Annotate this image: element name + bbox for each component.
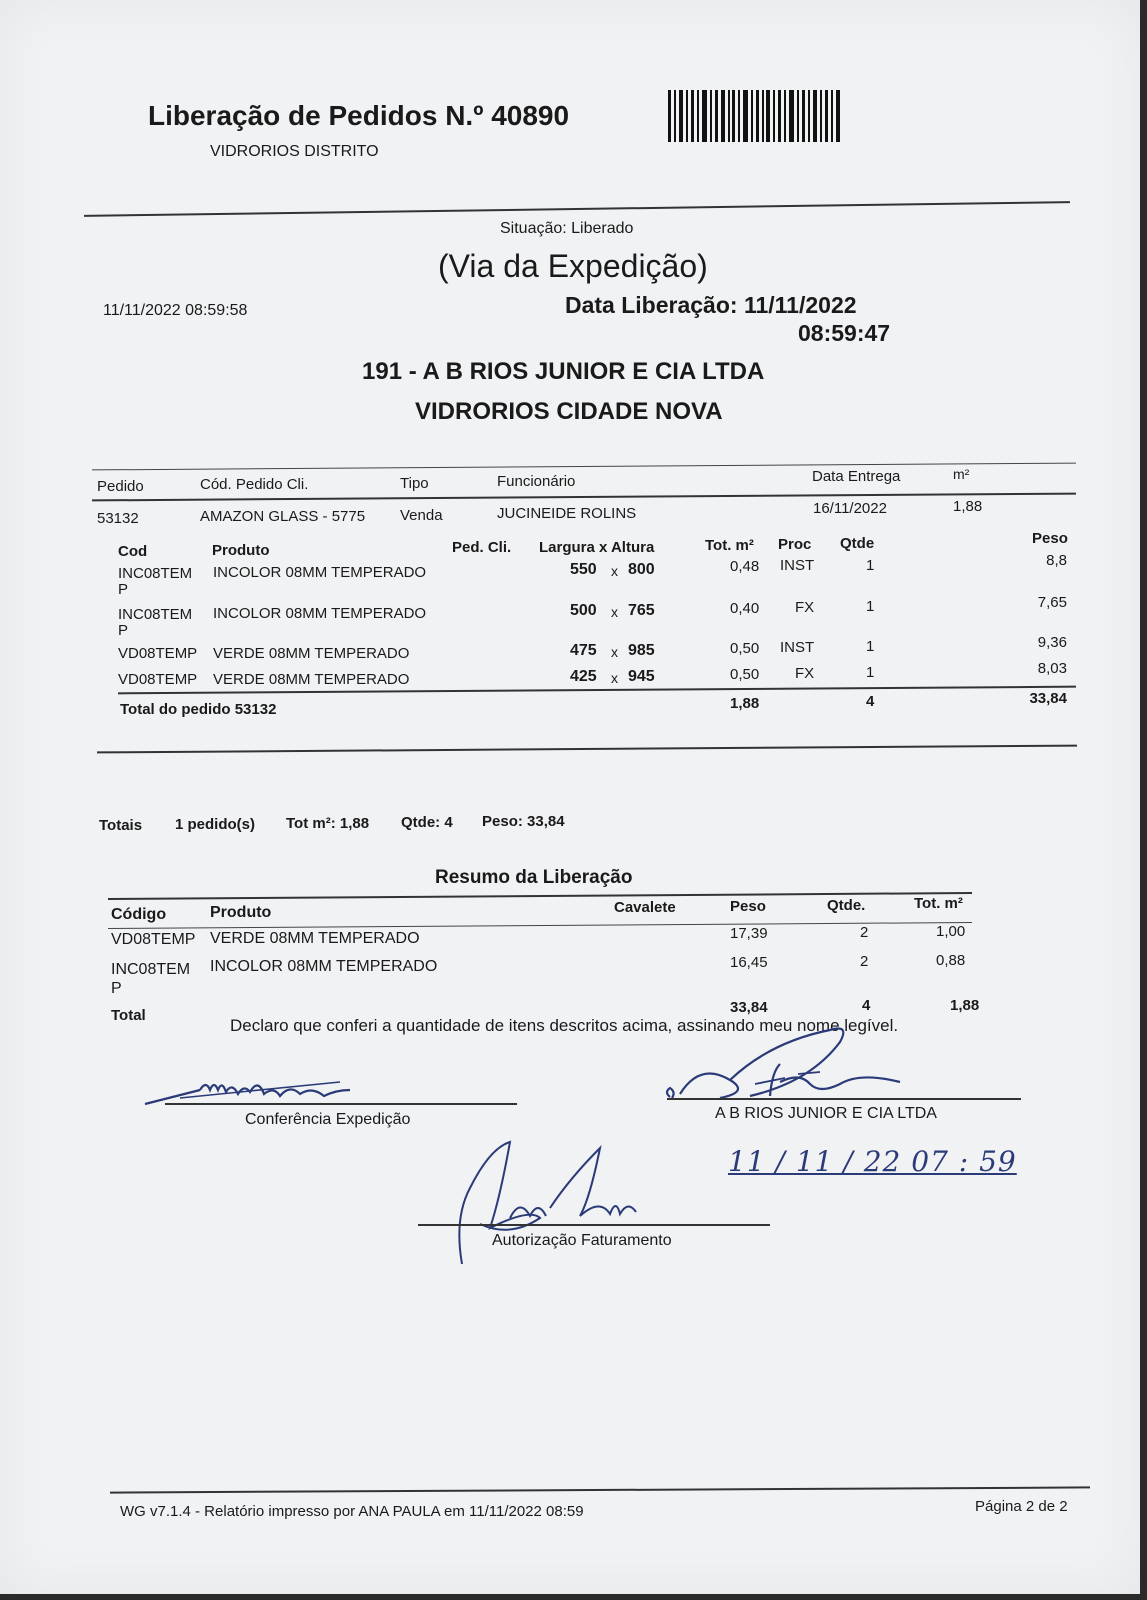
order-total-qtde: 4 bbox=[866, 693, 875, 710]
item-cod: VD08TEMP bbox=[118, 671, 198, 688]
order-cod: AMAZON GLASS - 5775 bbox=[200, 508, 366, 525]
item-produto: VERDE 08MM TEMPERADO bbox=[213, 645, 410, 662]
summary-total-peso: 33,84 bbox=[730, 999, 768, 1016]
summary-codigo: INC08TEM bbox=[111, 961, 191, 978]
client-branch: VIDRORIOS CIDADE NOVA bbox=[415, 398, 723, 425]
totals-label: Totais bbox=[99, 817, 143, 834]
order-m2: 1,88 bbox=[953, 498, 983, 515]
copy-type: (Via da Expedição) bbox=[438, 248, 708, 284]
company-subtitle: VIDRORIOS DISTRITO bbox=[210, 143, 379, 160]
order-tipo: Venda bbox=[400, 507, 443, 524]
dimension-separator: x bbox=[611, 670, 618, 686]
dimension-separator: x bbox=[611, 563, 618, 579]
item-tot-m2: 0,50 bbox=[730, 666, 760, 683]
item-produto: INCOLOR 08MM TEMPERADO bbox=[213, 564, 427, 581]
summary-peso: 16,45 bbox=[730, 954, 768, 971]
col-m2: m² bbox=[953, 466, 970, 482]
item-proc: INST bbox=[780, 557, 815, 574]
summary-header-rule bbox=[108, 922, 972, 929]
summary-total-m2: 1,88 bbox=[950, 997, 980, 1014]
item-largura: 550 bbox=[570, 561, 597, 578]
items-col-cod: Cod bbox=[118, 543, 148, 560]
item-altura: 800 bbox=[628, 561, 655, 578]
items-col-qtde: Qtde bbox=[840, 535, 875, 552]
page-number: Página 2 de 2 bbox=[975, 1498, 1068, 1515]
summary-tot-m2: 1,00 bbox=[936, 923, 966, 940]
item-altura: 985 bbox=[628, 642, 655, 659]
item-peso: 8,03 bbox=[1037, 660, 1067, 677]
summary-col-peso: Peso bbox=[730, 898, 766, 915]
declaration-text: Declaro que conferi a quantidade de itens descritos acima, assinando meu nome legível. bbox=[230, 1016, 899, 1035]
item-largura: 500 bbox=[570, 602, 597, 619]
order-total-peso: 33,84 bbox=[1029, 690, 1067, 707]
item-proc: FX bbox=[795, 599, 815, 616]
summary-codigo: VD08TEMP bbox=[111, 931, 196, 948]
item-proc: INST bbox=[780, 639, 815, 656]
handwritten-date: 11 / 11 / 22 07 : 59 bbox=[728, 1145, 1017, 1178]
conferencia-signature-line bbox=[165, 1103, 517, 1105]
item-qtde: 1 bbox=[866, 598, 875, 615]
item-proc: FX bbox=[795, 665, 815, 682]
summary-qtde: 2 bbox=[860, 924, 869, 941]
order-pedido: 53132 bbox=[97, 510, 139, 527]
item-qtde: 1 bbox=[866, 664, 875, 681]
order-table-top-rule bbox=[92, 463, 1076, 471]
col-funcionario: Funcionário bbox=[497, 473, 576, 490]
item-cod-cont: P bbox=[118, 581, 129, 598]
item-altura: 945 bbox=[628, 668, 655, 685]
item-peso: 8,8 bbox=[1046, 552, 1067, 569]
client-name: 191 - A B RIOS JUNIOR E CIA LTDA bbox=[362, 358, 765, 385]
release-time: 08:59:47 bbox=[798, 320, 891, 346]
summary-col-tot-m2: Tot. m² bbox=[914, 895, 963, 912]
item-produto: VERDE 08MM TEMPERADO bbox=[213, 671, 410, 688]
items-col-produto: Produto bbox=[212, 542, 270, 559]
item-produto: INCOLOR 08MM TEMPERADO bbox=[213, 605, 427, 622]
summary-qtde: 2 bbox=[860, 953, 869, 970]
col-pedido: Pedido bbox=[97, 478, 144, 495]
col-tipo: Tipo bbox=[400, 475, 429, 492]
conferencia-label: Conferência Expedição bbox=[245, 1111, 411, 1128]
summary-title: Resumo da Liberação bbox=[435, 867, 633, 888]
order-funcionario: JUCINEIDE ROLINS bbox=[497, 505, 637, 522]
item-qtde: 1 bbox=[866, 557, 875, 574]
item-tot-m2: 0,48 bbox=[730, 558, 760, 575]
order-total-m2: 1,88 bbox=[730, 695, 760, 712]
item-cod: INC08TEM bbox=[118, 565, 193, 582]
item-cod: VD08TEMP bbox=[118, 645, 198, 662]
dimension-separator: x bbox=[611, 644, 618, 660]
item-cod-cont: P bbox=[118, 622, 129, 639]
item-cod: INC08TEM bbox=[118, 606, 193, 623]
totals-peso: Peso: 33,84 bbox=[482, 813, 565, 830]
summary-tot-m2: 0,88 bbox=[936, 952, 966, 969]
item-tot-m2: 0,40 bbox=[730, 600, 760, 617]
order-total-label: Total do pedido 53132 bbox=[120, 701, 277, 718]
summary-total-qtde: 4 bbox=[862, 997, 871, 1014]
item-largura: 475 bbox=[570, 642, 597, 659]
status-text: Situação: Liberado bbox=[500, 220, 634, 237]
summary-col-qtde: Qtde. bbox=[827, 897, 866, 914]
summary-col-produto: Produto bbox=[210, 904, 272, 921]
dimension-separator: x bbox=[611, 604, 618, 620]
col-data-entrega: Data Entrega bbox=[812, 468, 901, 485]
summary-peso: 17,39 bbox=[730, 925, 768, 942]
summary-produto: INCOLOR 08MM TEMPERADO bbox=[210, 958, 438, 975]
item-qtde: 1 bbox=[866, 638, 875, 655]
totals-qtde: Qtde: 4 bbox=[401, 814, 453, 831]
order-data-entrega: 16/11/2022 bbox=[813, 500, 887, 517]
print-timestamp: 11/11/2022 08:59:58 bbox=[103, 302, 248, 319]
items-col-largura-altura: Largura x Altura bbox=[539, 539, 655, 556]
item-altura: 765 bbox=[628, 602, 655, 619]
item-peso: 9,36 bbox=[1037, 634, 1067, 651]
summary-produto: VERDE 08MM TEMPERADO bbox=[210, 930, 420, 947]
col-cod-pedido-cli: Cód. Pedido Cli. bbox=[200, 476, 309, 493]
item-largura: 425 bbox=[570, 668, 597, 685]
footer-printed-by: WG v7.1.4 - Relatório impresso por ANA PAULA em 11/11/2022 08:59 bbox=[120, 1503, 584, 1520]
client-signature-label: A B RIOS JUNIOR E CIA LTDA bbox=[715, 1105, 937, 1122]
authorization-signature-line bbox=[418, 1224, 770, 1226]
items-col-peso: Peso bbox=[1032, 530, 1068, 547]
totals-pedidos: 1 pedido(s) bbox=[175, 816, 256, 833]
header-divider bbox=[84, 201, 1070, 217]
item-peso: 7,65 bbox=[1037, 594, 1067, 611]
document-title: Liberação de Pedidos N.º 40890 bbox=[148, 100, 570, 131]
items-col-tot-m2: Tot. m² bbox=[705, 537, 754, 554]
order-section-bottom-rule bbox=[97, 745, 1077, 754]
summary-col-cavalete: Cavalete bbox=[614, 899, 676, 916]
items-col-proc: Proc bbox=[778, 536, 812, 553]
barcode-image bbox=[668, 90, 843, 142]
expedition-signature bbox=[140, 1068, 370, 1108]
client-signature bbox=[660, 1022, 920, 1107]
footer-rule bbox=[110, 1486, 1090, 1493]
release-date: Data Liberação: 11/11/2022 bbox=[565, 292, 857, 318]
summary-total-label: Total bbox=[111, 1007, 146, 1024]
client-signature-line bbox=[667, 1098, 1021, 1100]
authorization-label: Autorização Faturamento bbox=[492, 1232, 672, 1249]
items-col-ped-cli: Ped. Cli. bbox=[452, 539, 512, 556]
summary-codigo-cont: P bbox=[111, 980, 122, 997]
item-tot-m2: 0,50 bbox=[730, 640, 760, 657]
totals-m2: Tot m²: 1,88 bbox=[286, 815, 370, 832]
order-header-rule bbox=[92, 493, 1076, 502]
summary-col-codigo: Código bbox=[111, 906, 167, 923]
